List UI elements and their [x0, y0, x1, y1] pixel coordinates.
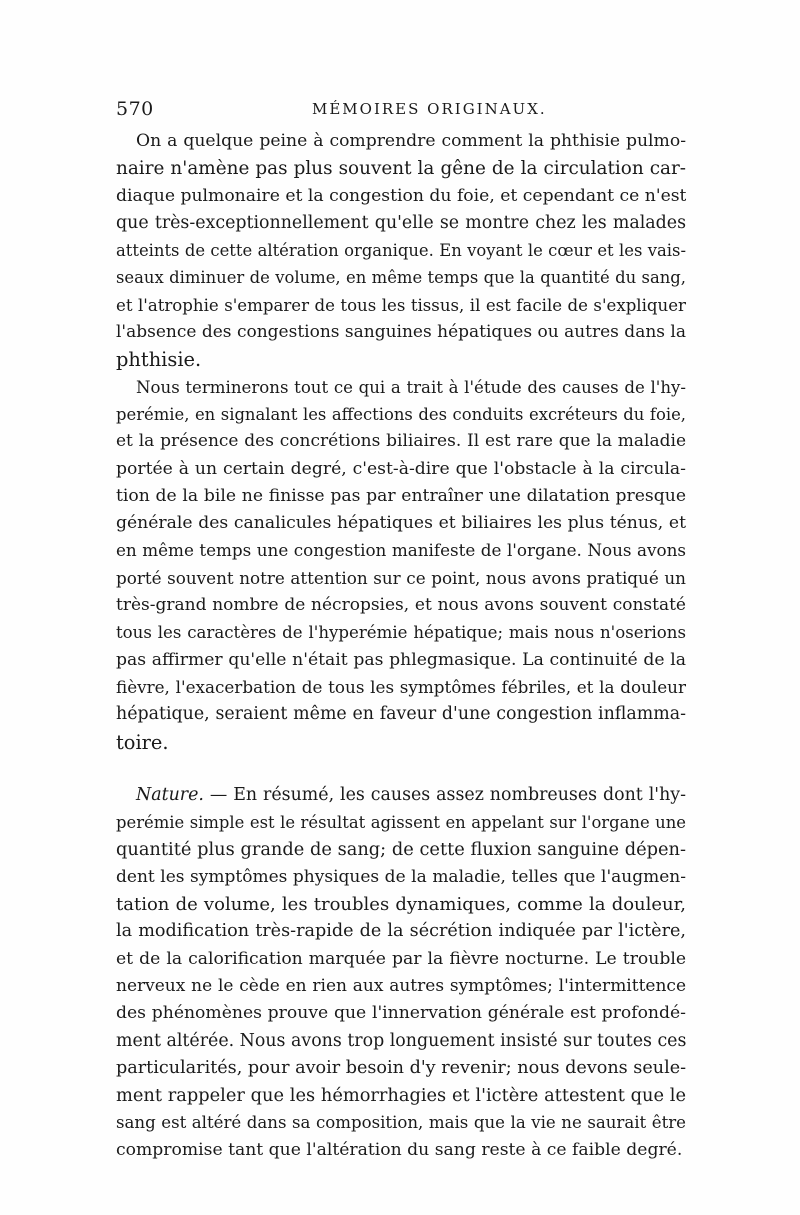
text-line: particularités, pour avoir besoin d'y revenir; nous devons seule- — [116, 1057, 686, 1078]
text-line: dent les symptômes physiques de la maladie, telles que l'augmen- — [116, 866, 686, 887]
body-text — [116, 128, 686, 1164]
text-line-rest: — En résumé, les causes assez nombreuses dont l'hy- — [203, 784, 686, 805]
paragraph-nature — [116, 782, 686, 1164]
text-line: et de la calorification marquée par la fièvre nocturne. Le trouble — [116, 948, 686, 969]
paragraph-causes — [116, 374, 686, 756]
text-line: que très-exceptionnellement qu'elle se montre chez les malades — [116, 212, 686, 233]
text-line: naire n'amène pas plus souvent la gêne de la circulation car- — [116, 158, 686, 180]
text-line: nerveux ne le cède en rien aux autres symptômes; l'intermittence — [116, 975, 686, 996]
text-line: portée à un certain degré, c'est-à-dire que l'obstacle à la circula- — [116, 458, 686, 479]
text-line: fièvre, l'exacerbation de tous les symptômes fébriles, et la douleur — [116, 676, 686, 697]
text-line: pas affirmer qu'elle n'était pas phlegmasique. La continuité de la — [116, 649, 686, 670]
page-number: 570 — [116, 98, 154, 120]
text-line: Nous terminerons tout ce qui a trait à l'étude des causes de l'hy- — [136, 377, 686, 397]
text-line — [116, 782, 686, 809]
text-line: toire. — [116, 730, 169, 754]
text-line: sang est altéré dans sa composition, mais que la vie ne saurait être — [116, 1113, 686, 1133]
paragraph-phthisie — [116, 128, 686, 374]
text-line: générale des canalicules hépatiques et biliaires les plus ténus, et — [116, 513, 686, 534]
section-lead-nature: Nature. — [136, 784, 204, 805]
text-line: atteints de cette altération organique. En voyant le cœur et les vais- — [116, 241, 686, 261]
text-line: des phénomènes prouve que l'innervation générale est profondé- — [116, 1003, 686, 1024]
text-line: ment altérée. Nous avons trop longuement insisté sur toutes ces — [116, 1030, 686, 1051]
text-line: tation de volume, les troubles dynamiques, comme la douleur, — [116, 894, 686, 916]
text-line: perémie simple est le résultat agissent en appelant sur l'organe une — [116, 813, 686, 833]
running-title: MÉMOIRES ORIGINAUX. — [312, 100, 547, 118]
text-line: l'absence des congestions sanguines hépatiques ou autres dans la — [116, 322, 686, 343]
text-line: porté souvent notre attention sur ce point, nous avons pratiqué un — [116, 567, 686, 588]
text-line: hépatique, seraient même en faveur d'une congestion inflamma- — [116, 704, 686, 725]
text-line: très-grand nombre de nécropsies, et nous avons souvent constaté — [116, 595, 686, 616]
section-spacer — [116, 756, 686, 782]
text-line: tion de la bile ne finisse pas par entraîner une dilatation presque — [116, 485, 686, 506]
text-line: perémie, en signalant les affections des conduits excréteurs du foie, — [116, 404, 686, 424]
running-header — [116, 98, 686, 124]
text-line: seaux diminuer de volume, en même temps que la quantité du sang, — [116, 268, 686, 288]
text-line: la modification très-rapide de la sécrétion indiquée par l'ictère, — [116, 921, 686, 942]
text-line: en même temps une congestion manifeste de l'organe. Nous avons — [116, 540, 686, 561]
text-line: et la présence des concrétions biliaires. Il est rare que la maladie — [116, 431, 686, 452]
text-line: quantité plus grande de sang; de cette fluxion sanguine dépen- — [116, 839, 686, 861]
text-line: tous les caractères de l'hyperémie hépatique; mais nous n'oserions — [116, 623, 686, 643]
text-line: ment rappeler que les hémorrhagies et l'ictère attestent que le — [116, 1085, 686, 1107]
text-line: et l'atrophie s'emparer de tous les tissus, il est facile de s'expliquer — [116, 295, 686, 315]
text-line: On a quelque peine à comprendre comment la phthisie pulmo- — [136, 131, 686, 151]
text-line: diaque pulmonaire et la congestion du foie, et cependant ce n'est — [116, 185, 686, 206]
text-line: phthisie. — [116, 348, 202, 372]
text-line: compromise tant que l'altération du sang reste à ce faible degré. — [116, 1139, 683, 1160]
